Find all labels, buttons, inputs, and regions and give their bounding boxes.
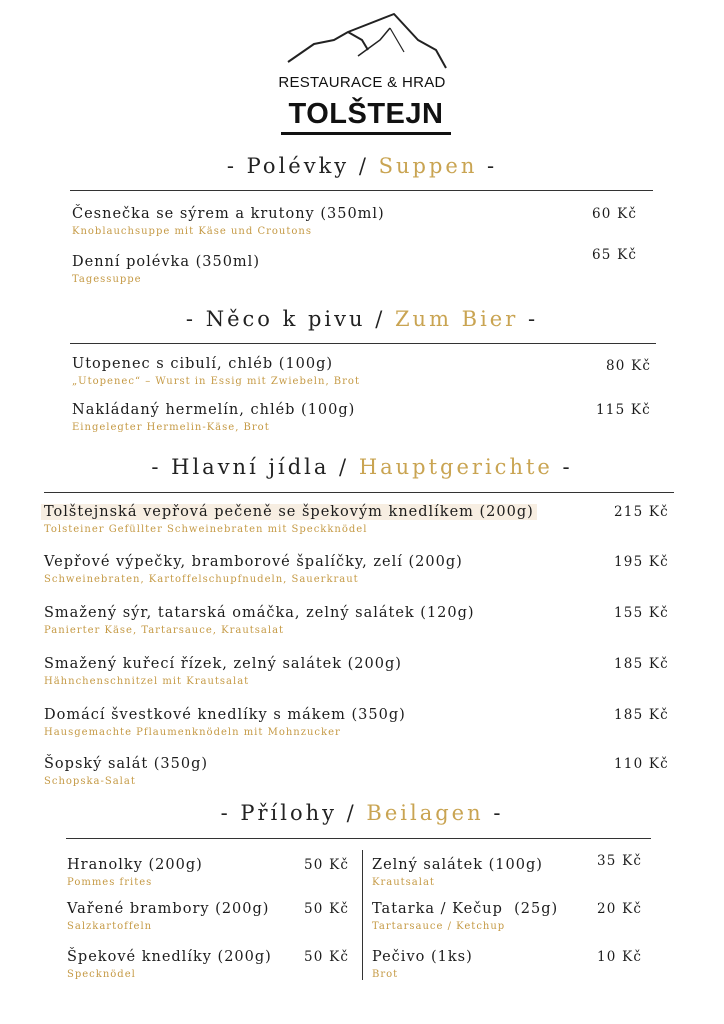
menu-item: Česnečka se sýrem a krutony (350ml) Knoblauchsuppe mit Käse und Croutons xyxy=(72,206,385,237)
menu-item: Šopský salát (350g) Schopska-Salat xyxy=(44,756,209,787)
menu-item-price: 155 Kč xyxy=(614,605,669,621)
menu-item: Smažený sýr, tatarská omáčka, zelný salátek (120g) Panierter Käse, Tartarsauce, Krautsalat xyxy=(44,605,475,636)
menu-item-price: 10 Kč xyxy=(597,949,643,965)
menu-item: Pečivo (1ks) Brot xyxy=(372,949,473,980)
section-divider xyxy=(66,838,651,839)
mountain-logo-icon xyxy=(286,10,448,70)
brand-subtitle: RESTAURACE & HRAD xyxy=(278,74,446,91)
section-title-soups: - Polévky / Suppen - xyxy=(226,154,498,178)
menu-item-price: 110 Kč xyxy=(614,756,669,772)
menu-item: Utopenec s cibulí, chléb (100g) „Utopenec“ – Wurst in Essig mit Zwiebeln, Brot xyxy=(72,356,360,387)
menu-item-price: 50 Kč xyxy=(304,857,350,873)
menu-item: Denní polévka (350ml) Tagessuppe xyxy=(72,254,260,285)
menu-item: Domácí švestkové knedlíky s mákem (350g) Hausgemachte Pflaumenknödeln mit Mohnzucker xyxy=(44,707,406,738)
menu-item-price: 65 Kč xyxy=(592,247,638,263)
menu-item-price: 50 Kč xyxy=(304,949,350,965)
section-title-beer-snacks: - Něco k pivu / Zum Bier - xyxy=(185,307,539,331)
menu-item: Vařené brambory (200g) Salzkartoffeln xyxy=(67,901,270,932)
menu-item-price: 20 Kč xyxy=(597,901,643,917)
section-title-sides: - Přílohy / Beilagen - xyxy=(220,801,504,825)
menu-item: Vepřové výpečky, bramborové špalíčky, zelí (200g) Schweinebraten, Kartoffelschupfnudeln, Sauerkraut xyxy=(44,554,463,585)
menu-item: Tolštejnská vepřová pečeně se špekovým knedlíkem (200g) Tolsteiner Gefüllter Schweinebraten mit Speckknödel xyxy=(44,503,537,537)
menu-item-price: 185 Kč xyxy=(614,707,669,723)
section-divider xyxy=(70,190,653,191)
menu-item-price: 35 Kč xyxy=(597,853,643,869)
column-divider xyxy=(362,850,363,980)
menu-item-price: 50 Kč xyxy=(304,901,350,917)
menu-item-price: 80 Kč xyxy=(606,358,652,374)
section-divider xyxy=(44,492,674,493)
menu-item-price: 215 Kč xyxy=(614,504,669,520)
menu-item: Zelný salátek (100g) Krautsalat xyxy=(372,857,543,888)
menu-item: Smažený kuřecí řízek, zelný salátek (200g) Hähnchenschnitzel mit Krautsalat xyxy=(44,656,402,687)
menu-item: Špekové knedlíky (200g) Specknödel xyxy=(67,949,272,980)
menu-item-price: 195 Kč xyxy=(614,554,669,570)
menu-item-price: 185 Kč xyxy=(614,656,669,672)
section-title-main-dishes: - Hlavní jídla / Hauptgerichte - xyxy=(151,455,573,479)
section-divider xyxy=(70,343,656,344)
menu-item: Hranolky (200g) Pommes frites xyxy=(67,857,203,888)
menu-item-price: 60 Kč xyxy=(592,206,638,222)
menu-item: Nakládaný hermelín, chléb (100g) Eingelegter Hermelin-Käse, Brot xyxy=(72,402,356,433)
brand-name: TOLŠTEJN xyxy=(281,97,451,135)
menu-item: Tatarka / Kečup (25g) Tartarsauce / Ketchup xyxy=(372,901,559,932)
menu-item-price: 115 Kč xyxy=(596,402,651,418)
